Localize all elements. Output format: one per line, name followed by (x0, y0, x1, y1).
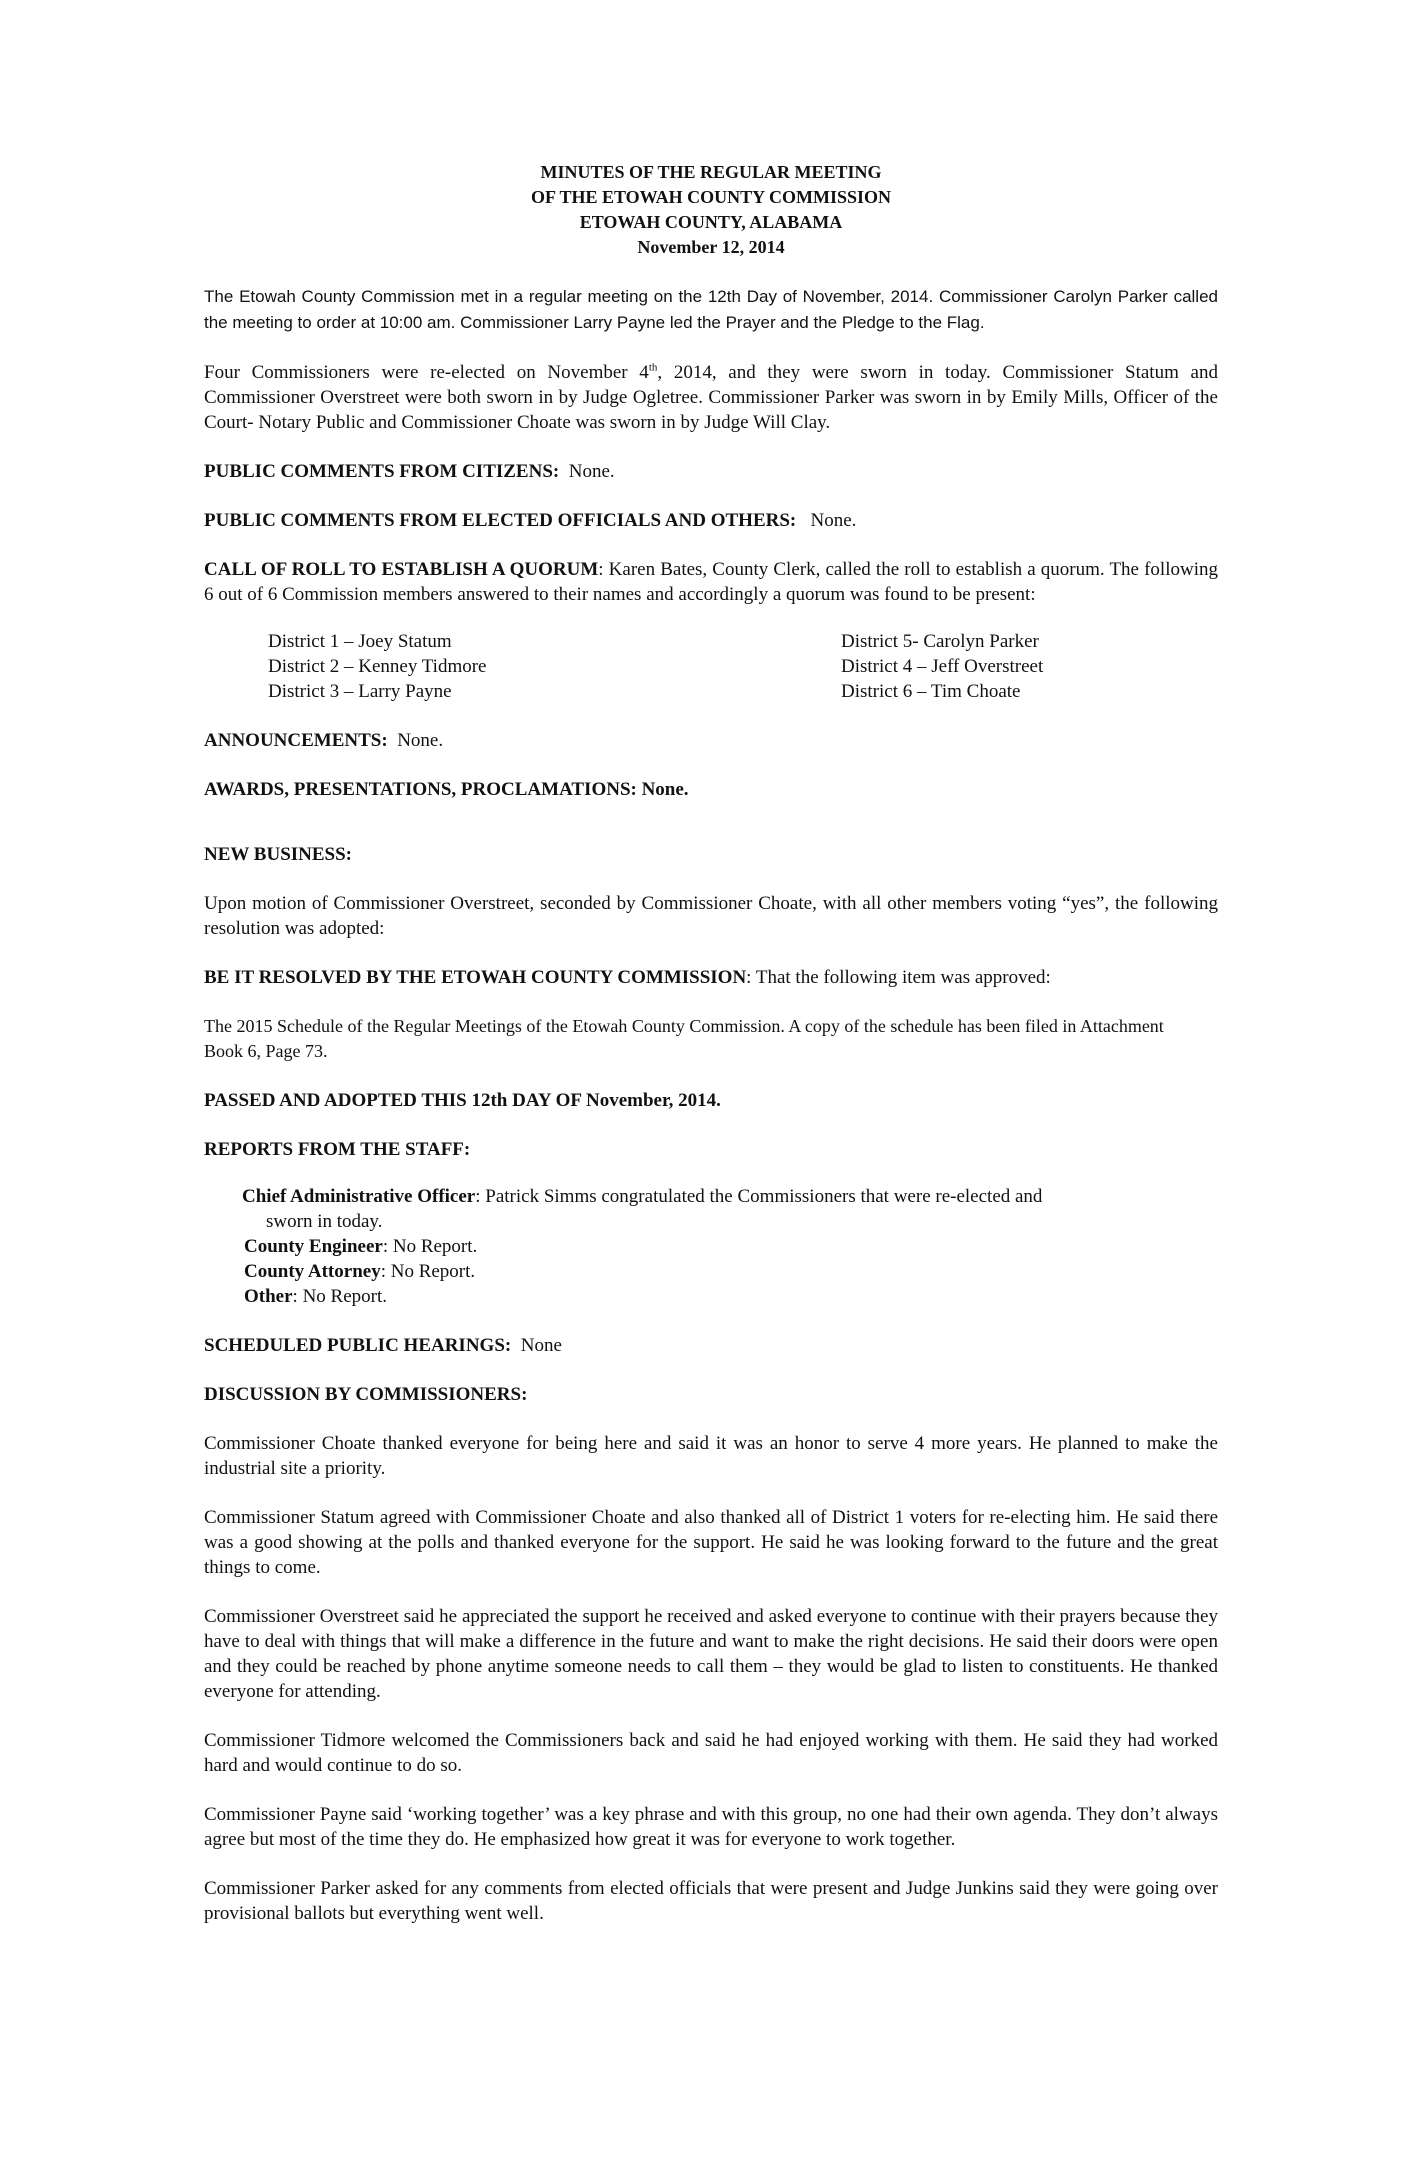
public-citizens-value: None. (568, 461, 615, 482)
district-entry: District 5- Carolyn Parker (841, 631, 1039, 652)
district-roster (204, 629, 1218, 704)
announcements (204, 728, 1218, 753)
district-column-left (268, 629, 841, 704)
staff-report-attorney (244, 1259, 1218, 1284)
discussion-paragraph: Commissioner Overstreet said he appreciated the support he received and asked everyone to continue with their prayers because they have to deal with things that will make a difference in the future and want to make the right decisions. He said their doors were open and they could be reached by phone anytime someone needs to call them – they would be glad to listen to constituents. He thanked everyone for attending. (204, 1606, 1218, 1702)
resolution-paragraph (204, 965, 1218, 990)
hearings-label: SCHEDULED PUBLIC HEARINGS: (204, 1335, 512, 1356)
title-line-1: MINUTES OF THE REGULAR MEETING (540, 162, 882, 182)
hearings-value: None (520, 1335, 562, 1356)
discussion-paragraph: Commissioner Tidmore welcomed the Commissioners back and said he had enjoyed working with them. He said they had worked hard and would continue to do so. (204, 1730, 1218, 1776)
other-label: Other (244, 1286, 293, 1307)
attorney-label: County Attorney (244, 1261, 381, 1282)
public-officials-value: None. (810, 510, 857, 531)
announcements-label: ANNOUNCEMENTS: (204, 730, 388, 751)
resolution-label: BE IT RESOLVED BY THE ETOWAH COUNTY COMMISSION (204, 967, 747, 988)
district-entry: District 3 – Larry Payne (268, 681, 452, 702)
district-entry: District 1 – Joey Statum (268, 631, 452, 652)
attorney-text: : No Report. (380, 1261, 476, 1282)
roll-call-paragraph (204, 557, 1218, 607)
title-line-3: ETOWAH COUNTY, ALABAMA (579, 212, 843, 232)
public-comments-officials (204, 508, 1218, 533)
public-officials-label: PUBLIC COMMENTS FROM ELECTED OFFICIALS AND OTHERS: (204, 510, 797, 531)
engineer-text: : No Report. (382, 1236, 478, 1257)
staff-report-other (244, 1284, 1218, 1309)
district-column-right (841, 629, 1043, 704)
approved-item: The 2015 Schedule of the Regular Meetings of the Etowah County Commission. A copy of the schedule has been filed in Attachment Book 6, Page 73. (204, 1016, 1164, 1061)
reelection-paragraph (204, 360, 1218, 435)
reelection-text-start: Four Commissioners were re-elected on November 4 (204, 362, 649, 383)
staff-report-engineer (244, 1234, 1218, 1259)
document-title (204, 160, 1218, 260)
discussion-heading: DISCUSSION BY COMMISSIONERS: (204, 1384, 528, 1405)
motion-paragraph: Upon motion of Commissioner Overstreet, seconded by Commissioner Choate, with all other members voting “yes”, the following resolution was adopted: (204, 893, 1218, 939)
cao-text: : Patrick Simms congratulated the Commissioners that were re-elected and (475, 1186, 1043, 1207)
reelection-superscript: th (648, 361, 658, 374)
roll-call-label: CALL OF ROLL TO ESTABLISH A QUORUM (204, 559, 599, 580)
title-line-2: OF THE ETOWAH COUNTY COMMISSION (530, 187, 892, 207)
document-body (204, 160, 1218, 1926)
public-comments-citizens (204, 459, 1218, 484)
discussion-paragraph: Commissioner Choate thanked everyone for being here and said it was an honor to serve 4 more years. He planned to make the industrial site a priority. (204, 1433, 1218, 1479)
public-citizens-label: PUBLIC COMMENTS FROM CITIZENS: (204, 461, 560, 482)
staff-report-cao (242, 1184, 1218, 1209)
discussion-paragraph: Commissioner Parker asked for any comments from elected officials that were present and Judge Junkins said they were going over provisional ballots but everything went well. (204, 1878, 1218, 1924)
staff-reports-heading: REPORTS FROM THE STAFF: (204, 1139, 471, 1160)
discussion-paragraph: Commissioner Statum agreed with Commissioner Choate and also thanked all of District 1 voters for re-electing him. He said there was a good showing at the polls and thanked everyone for the support. He said he was looking forward to the future and the great things to come. (204, 1507, 1218, 1578)
cao-text-continued: sworn in today. (266, 1211, 383, 1232)
discussion-paragraph: Commissioner Payne said ‘working together’ was a key phrase and with this group, no one had their own agenda. They don’t always agree but most of the time they do. He emphasized how great it was for everyone to work together. (204, 1804, 1218, 1850)
district-entry: District 6 – Tim Choate (841, 681, 1021, 702)
engineer-label: County Engineer (244, 1236, 383, 1257)
roll-call-text: : Karen Bates, County Clerk, called the roll to establish a quorum. The following 6 out of 6 Commission members answered to their names and accordingly a quorum was found to be present: (204, 559, 1218, 605)
title-date: November 12, 2014 (637, 237, 785, 257)
reelection-text-end: , 2014, and they were sworn in today. Commissioner Statum and Commissioner Overstreet were both sworn in by Judge Ogletree. Commissioner Parker was sworn in by Emily Mills, Officer of the Court- Notary Public and Commissioner Choate was sworn in by Judge Will Clay. (204, 362, 1218, 433)
district-entry: District 4 – Jeff Overstreet (841, 656, 1044, 677)
new-business-heading: NEW BUSINESS: (204, 844, 353, 865)
other-text: : No Report. (292, 1286, 388, 1307)
public-hearings (204, 1333, 1218, 1358)
resolution-text: : That the following item was approved: (746, 967, 1051, 988)
passed-adopted: PASSED AND ADOPTED THIS 12th DAY OF November, 2014. (204, 1090, 721, 1111)
awards-heading: AWARDS, PRESENTATIONS, PROCLAMATIONS: None. (204, 779, 689, 800)
staff-reports (204, 1184, 1218, 1309)
announcements-value: None. (397, 730, 444, 751)
intro-paragraph: The Etowah County Commission met in a regular meeting on the 12th Day of November, 2014. Commissioner Carolyn Parker called the meeting to order at 10:00 am. Commissioner Larry Payne led the Prayer and the Pledge to the Flag. (204, 287, 1218, 332)
district-entry: District 2 – Kenney Tidmore (268, 656, 487, 677)
cao-label: Chief Administrative Officer (242, 1186, 476, 1207)
